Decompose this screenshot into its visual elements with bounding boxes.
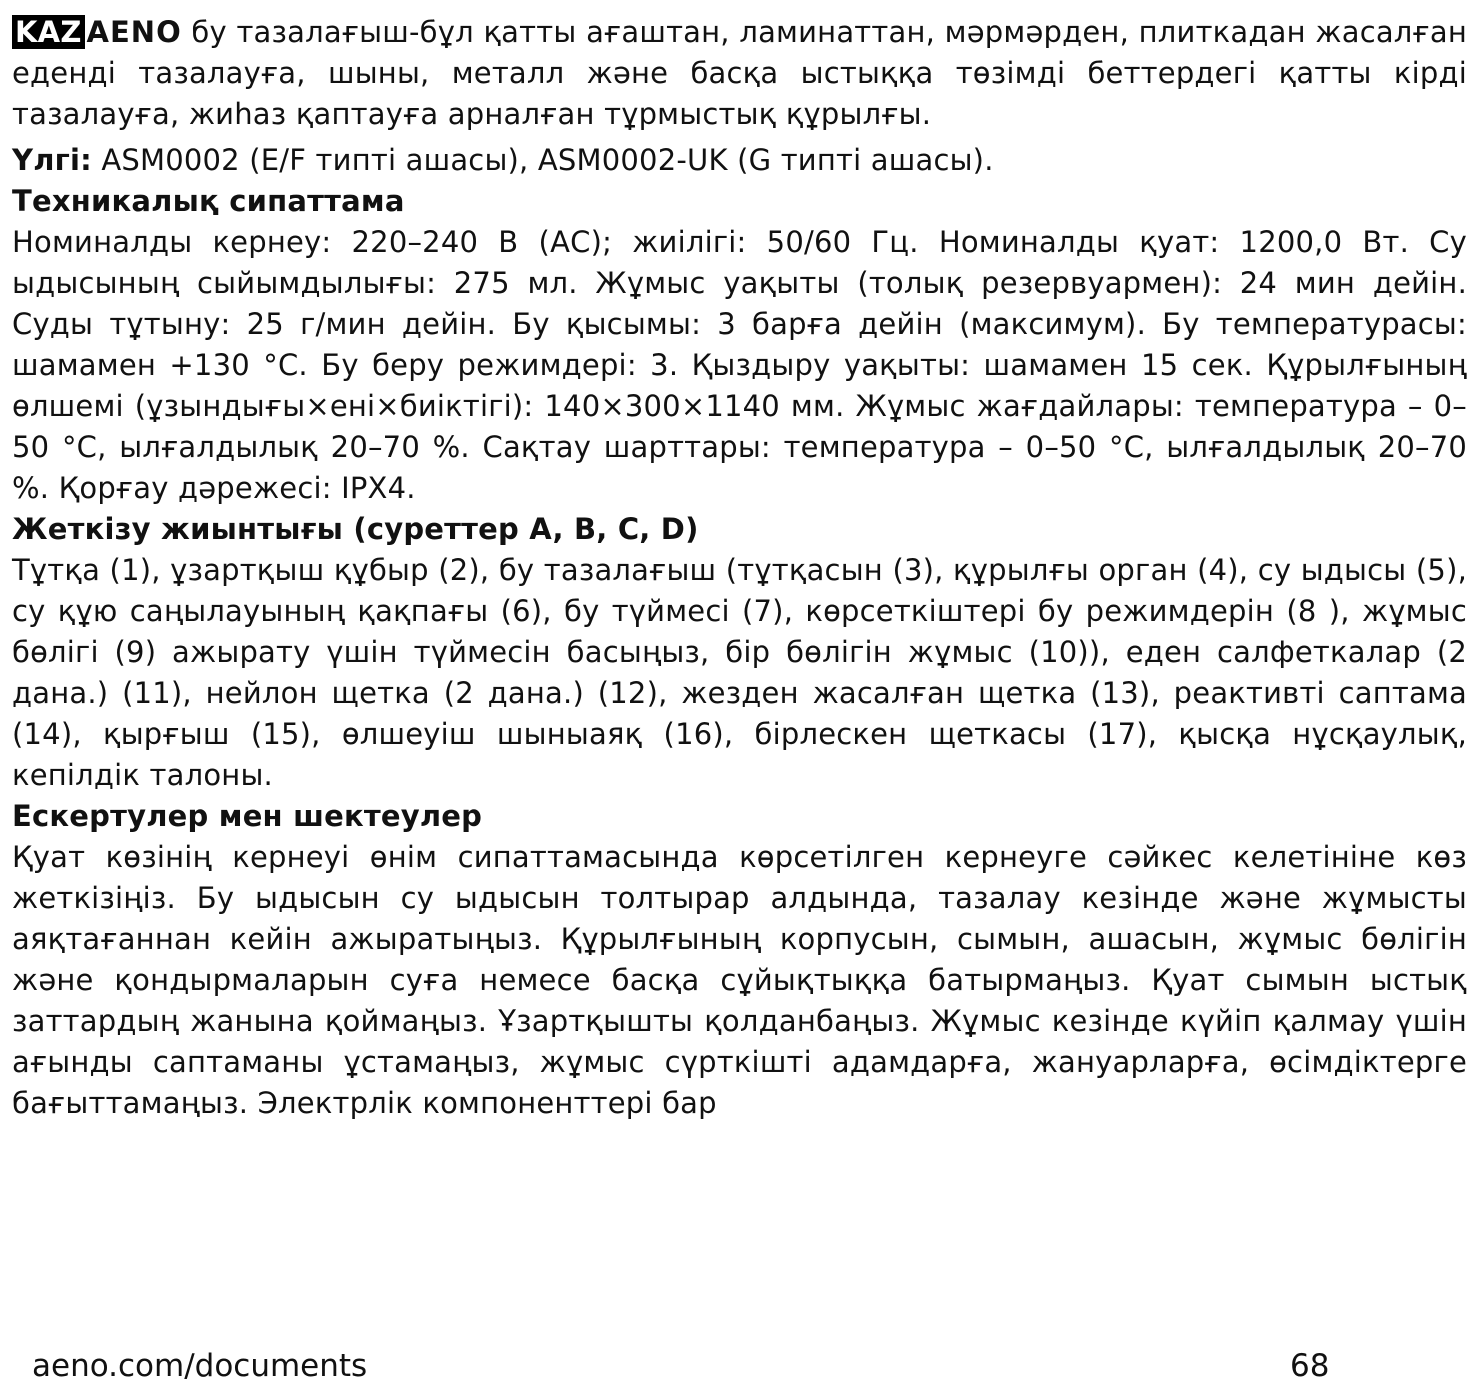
- model-label: Үлгі:: [12, 143, 92, 177]
- specs-paragraph: Номиналды кернеу: 220–240 В (АС); жиілігі: 50/60 Гц. Номиналды қуат: 1200,0 Вт. Су ыдысының сыйымдылығы: 275 мл. Жұмыс уақыты (толық резервуармен): 24 мин дейін. Суды тұтыну: 25 г/мин дейін. Бу қысымы: 3 барға дейін (максимум). Бу температурасы: шамамен +130 °C. Бу беру режимдері: 3. Қыздыру уақыты: шамамен 15 сек. Құрылғының өлшемі (ұзындығы×ені×биіктігі): 140×300×1140 мм. Жұмыс жағдайлары: температура – 0–50 °C, ылғалдылық 20–70 %. Сақтау шарттары: температура – 0–50 °C, ылғалдылық 20–70 %. Қорғау дәрежесі: IPX4.: [12, 225, 1467, 505]
- document-page: [12, 12, 1467, 1124]
- language-badge: KAZ: [12, 15, 85, 49]
- warnings-heading: Ескертулер мен шектеулер: [12, 799, 483, 833]
- kit-heading: Жеткізу жиынтығы (суреттер A, B, C, D): [12, 512, 699, 546]
- model-line: [12, 140, 1467, 181]
- kit-paragraph: Тұтқа (1), ұзартқыш құбыр (2), бу тазалағыш (тұтқасын (3), құрылғы орган (4), су ыдысы (5), су құю саңылауының қақпағы (6), бу түймесі (7), көрсеткіштері бу режимдерін (8 ), жұмыс бөлігі (9) ажырату үшін түймесін басыңыз, бір бөлігін жұмыс (10)), еден салфеткалар (2 дана.) (11), нейлон щетка (2 дана.) (12), жезден жасалған щетка (13), реактивті саптама (14), қырғыш (15), өлшеуіш шыныаяқ (16), бірлескен щеткасы (17), қысқа нұсқаулық, кепілдік талоны.: [12, 553, 1467, 792]
- specs-heading: Техникалық сипаттама: [12, 184, 405, 218]
- intro-paragraph: [12, 12, 1467, 135]
- intro-text: бу тазалағыш-бұл қатты ағаштан, ламинаттан, мәрмәрден, плиткадан жасалған еденді тазалауға, шыны, металл және басқа ыстыққа төзімді беттердегі қатты кірді тазалауға, жиһаз қаптауға арналған тұрмыстық құрылғы.: [12, 15, 1467, 131]
- brand-name: AENO: [86, 15, 182, 49]
- warnings-paragraph: Қуат көзінің кернеуі өнім сипаттамасында көрсетілген кернеуге сәйкес келетініне көз жеткізіңіз. Бу ыдысын су ыдысын толтырар алдында, тазалау кезінде және жұмысты аяқтағаннан кейін ажыратыңыз. Құрылғының корпусын, сымын, ашасын, жұмыс бөлігін және қондырмаларын суға немесе басқа сұйықтыққа батырмаңыз. Қуат сымын ыстық заттардың жанына қоймаңыз. Ұзартқышты қолданбаңыз. Жұмыс кезінде күйіп қалмау үшін ағынды саптаманы ұстамаңыз, жұмыс сүрткішті адамдарға, жануарларға, өсімдіктерге бағыттамаңыз. Электрлік компоненттері бар: [12, 840, 1467, 1120]
- footer-url[interactable]: aeno.com/documents: [32, 1348, 368, 1384]
- page-number: 68: [1290, 1348, 1330, 1384]
- model-value: ASM0002 (E/F типті ашасы), ASM0002-UK (G типті ашасы).: [91, 143, 994, 177]
